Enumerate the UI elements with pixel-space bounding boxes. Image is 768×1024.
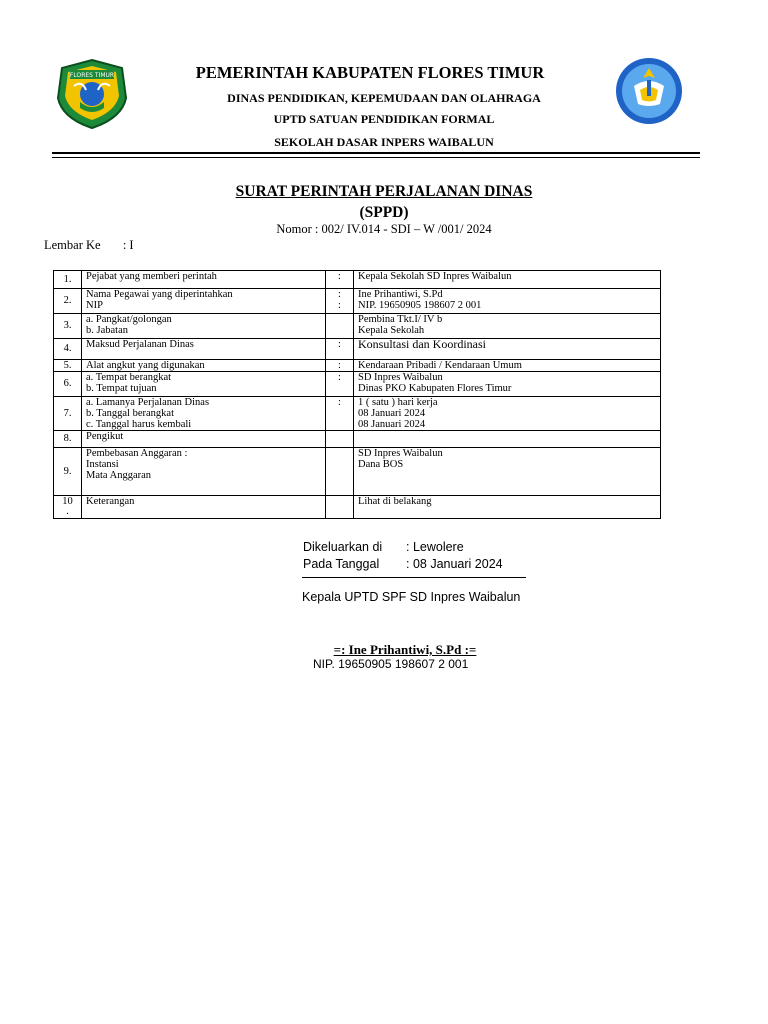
row-colon-line: :	[338, 300, 341, 311]
row-field-label	[82, 496, 326, 519]
row-field-value-line: 1 ( satu ) hari kerja	[358, 397, 438, 408]
row-field-label-line: Pengikut	[86, 431, 124, 442]
row-field-label	[82, 431, 326, 448]
row-field-value	[354, 397, 661, 431]
row-number: 8.	[54, 431, 82, 448]
sppd-row	[54, 397, 661, 431]
document-abbreviation: (SPPD)	[359, 204, 409, 221]
issued-at-value: : Lewolere	[406, 540, 464, 554]
row-field-value	[354, 431, 661, 448]
row-field-value	[354, 372, 661, 397]
row-field-label-line: a. Tempat berangkat	[86, 372, 172, 383]
row-field-label-line: Nama Pegawai yang diperintahkan	[86, 289, 233, 300]
row-field-label	[82, 397, 326, 431]
row-colon	[326, 431, 354, 448]
sppd-row	[54, 372, 661, 397]
sppd-table	[53, 270, 661, 519]
row-field-value	[354, 289, 661, 314]
row-field-label-line: Instansi	[86, 459, 119, 470]
letterhead-line4: SEKOLAH DASAR INPERS WAIBALUN	[274, 135, 494, 149]
sppd-row	[54, 314, 661, 339]
row-field-label-line: c. Tanggal harus kembali	[86, 419, 192, 430]
document-number: Nomor : 002/ IV.014 - SDI – W /001/ 2024	[276, 222, 492, 236]
row-field-label-line: Pembebasan Anggaran :	[86, 448, 188, 459]
row-field-value-line: Lihat di belakang	[358, 496, 432, 507]
row-number: 5.	[54, 360, 82, 372]
row-colon	[326, 289, 354, 314]
row-field-label-line: a. Pangkat/golongan	[86, 314, 172, 325]
row-colon-line: :	[338, 372, 341, 383]
sppd-row	[54, 448, 661, 496]
row-colon-line: :	[338, 397, 341, 408]
letterhead-line2: DINAS PENDIDIKAN, KEPEMUDAAN DAN OLAHRAGA	[227, 91, 541, 105]
row-field-value-line: Kepala Sekolah SD Inpres Waibalun	[358, 271, 512, 282]
row-colon	[326, 397, 354, 431]
row-number: 6.	[54, 372, 82, 397]
issued-date-label: Pada Tanggal	[303, 557, 380, 571]
row-number: 4.	[54, 339, 82, 360]
row-number: 3.	[54, 314, 82, 339]
letterhead-divider-thick	[52, 152, 700, 154]
sppd-row	[54, 496, 661, 519]
row-field-label	[82, 448, 326, 496]
row-field-value-line: Kendaraan Pribadi / Kendaraan Umum	[358, 360, 522, 371]
row-field-value	[354, 448, 661, 496]
row-field-value	[354, 360, 661, 372]
signer-name: =: Ine Prihantiwi, S.Pd :=	[333, 642, 477, 657]
signer-nip: NIP. 19650905 198607 2 001	[313, 657, 469, 671]
row-number: 10 .	[54, 496, 82, 519]
row-field-value-line: Kepala Sekolah	[358, 325, 425, 336]
row-field-label-line: b. Tempat tujuan	[86, 383, 157, 394]
row-field-label	[82, 271, 326, 289]
row-colon	[326, 372, 354, 397]
signature-divider	[302, 577, 526, 578]
letterhead-line1: PEMERINTAH KABUPATEN FLORES TIMUR	[195, 63, 545, 82]
row-field-label-line: Alat angkut yang digunakan	[86, 360, 205, 371]
emblem-text: FLORES TIMUR	[69, 72, 115, 79]
row-field-label-line: b. Tanggal berangkat	[86, 408, 174, 419]
row-colon	[326, 314, 354, 339]
lembar-ke	[44, 238, 134, 253]
issued-date-value: : 08 Januari 2024	[406, 557, 503, 571]
row-colon	[326, 360, 354, 372]
row-field-value-line: Pembina Tkt.I/ IV b	[358, 314, 443, 325]
sppd-table-body	[54, 271, 661, 519]
row-field-value-line: NIP. 19650905 198607 2 001	[358, 300, 482, 311]
row-field-label-line: Pejabat yang memberi perintah	[86, 271, 217, 282]
row-field-label	[82, 339, 326, 360]
row-field-label-line: Keterangan	[86, 496, 135, 507]
row-field-value-line: 08 Januari 2024	[358, 419, 426, 430]
row-colon	[326, 271, 354, 289]
issued-at-label: Dikeluarkan di	[303, 540, 383, 554]
row-number: 7.	[54, 397, 82, 431]
row-colon	[326, 448, 354, 496]
sppd-row	[54, 431, 661, 448]
row-field-value	[354, 271, 661, 289]
row-field-label	[82, 360, 326, 372]
row-colon	[326, 339, 354, 360]
document-title: SURAT PERINTAH PERJALANAN DINAS	[235, 183, 533, 200]
row-field-value-line: 08 Januari 2024	[358, 408, 426, 419]
row-field-label-line: Mata Anggaran	[86, 470, 152, 481]
row-colon	[326, 496, 354, 519]
sppd-row	[54, 271, 661, 289]
row-field-value	[354, 496, 661, 519]
row-colon-line: :	[338, 289, 341, 300]
row-field-value-line: Ine Prihantiwi, S.Pd	[358, 289, 443, 300]
lembar-value: : I	[122, 238, 134, 252]
row-field-label	[82, 289, 326, 314]
row-field-label-line: b. Jabatan	[86, 325, 128, 336]
row-number: 9.	[54, 448, 82, 496]
row-colon-line: :	[338, 271, 341, 282]
row-field-label-line: a. Lamanya Perjalanan Dinas	[86, 397, 210, 408]
row-field-value-line: Dinas PKO Kabupaten Flores Timur	[358, 383, 512, 394]
row-colon-line: :	[338, 339, 341, 350]
signer-title: Kepala UPTD SPF SD Inpres Waibalun	[302, 590, 521, 604]
sppd-row	[54, 289, 661, 314]
sppd-row	[54, 339, 661, 360]
row-field-label-line: Maksud Perjalanan Dinas	[86, 339, 194, 350]
flores-timur-emblem-icon	[52, 56, 132, 132]
row-field-value-line: Konsultasi dan Koordinasi	[358, 337, 486, 351]
row-field-value	[354, 339, 661, 360]
row-field-label	[82, 314, 326, 339]
lembar-label: Lembar Ke	[44, 238, 101, 252]
row-number: 1.	[54, 271, 82, 289]
letterhead-divider-thin	[52, 157, 700, 158]
row-field-value-line: SD Inpres Waibalun	[358, 448, 443, 459]
row-field-label-line: NIP	[86, 300, 103, 311]
tut-wuri-handayani-logo-icon	[614, 56, 684, 126]
letterhead-line3: UPTD SATUAN PENDIDIKAN FORMAL	[273, 112, 495, 126]
sppd-row	[54, 360, 661, 372]
row-field-value-line: Dana BOS	[358, 459, 404, 470]
row-field-value-line: SD Inpres Waibalun	[358, 372, 443, 383]
row-colon-line: :	[338, 360, 341, 371]
row-number: 2.	[54, 289, 82, 314]
row-field-label	[82, 372, 326, 397]
row-field-value	[354, 314, 661, 339]
